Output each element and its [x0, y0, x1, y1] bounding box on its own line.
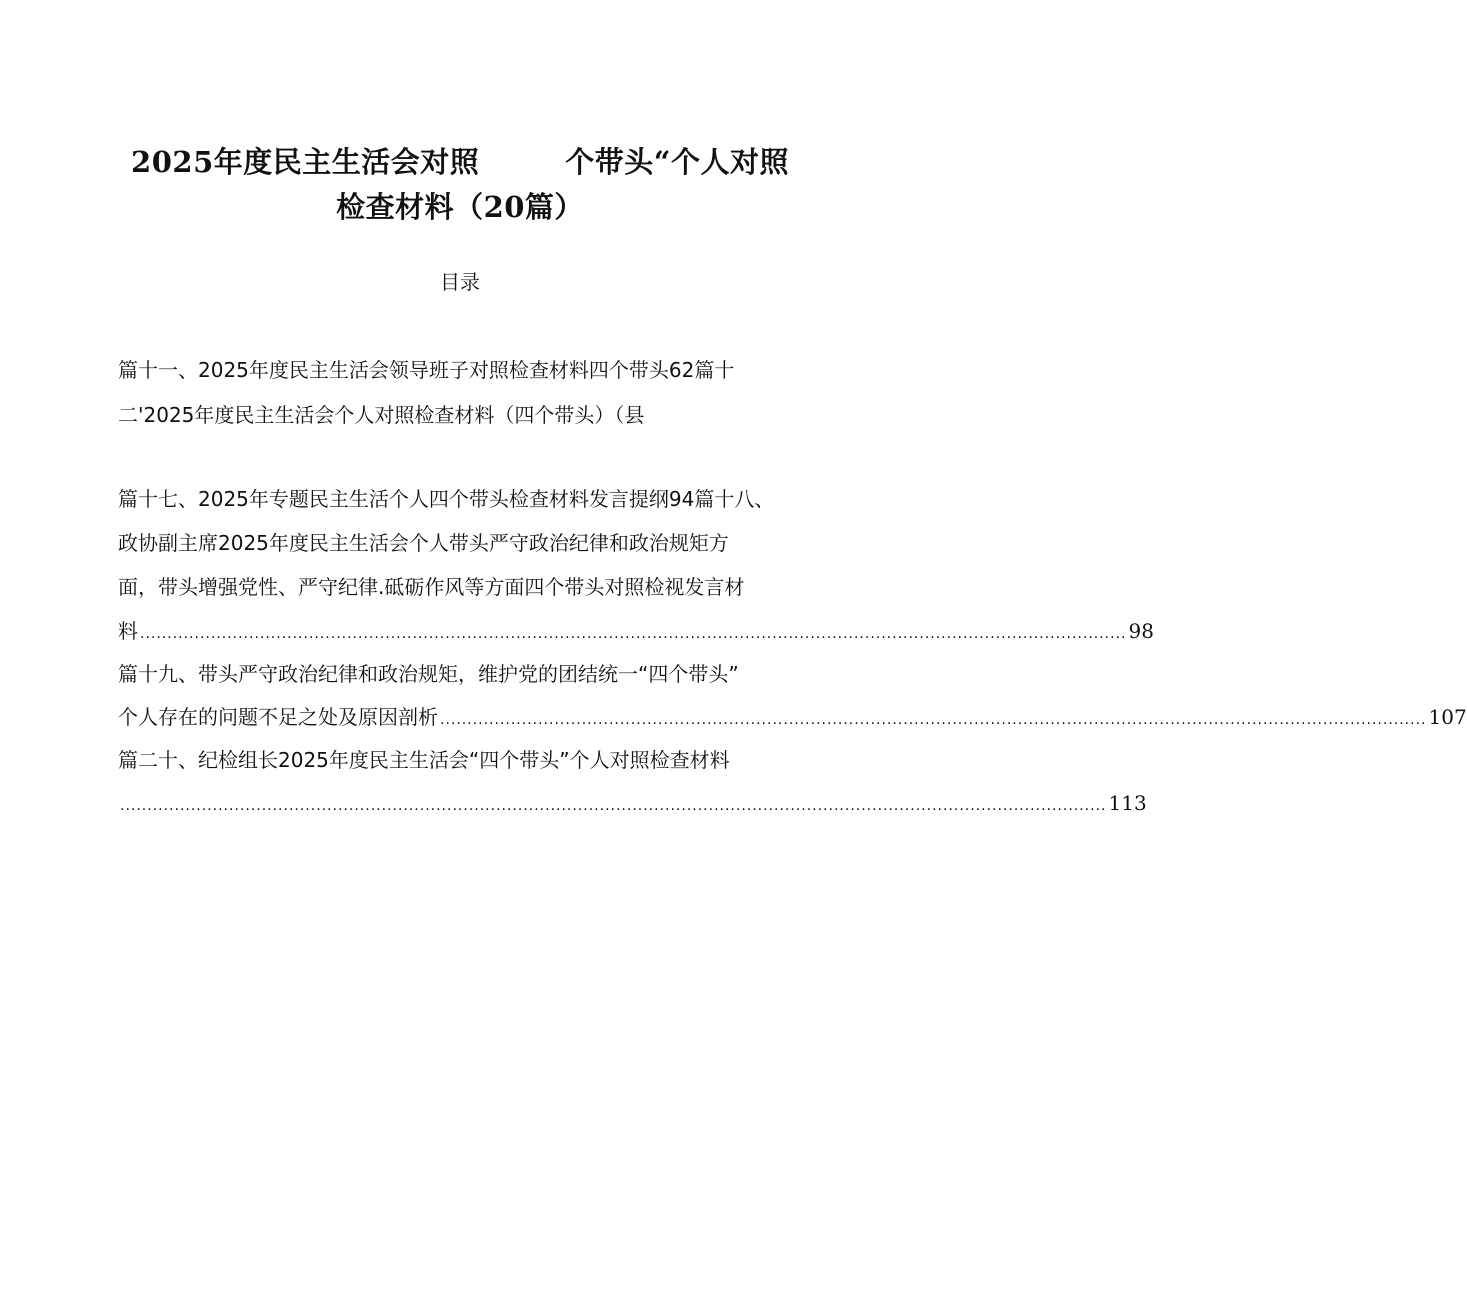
toc-entry-text: 个人存在的问题不足之处及原因剖析: [118, 705, 438, 729]
toc-entry-2-line-2[interactable]: 政协副主席2025年度民主生活会个人带头严守政治纪律和政治规矩方: [118, 531, 729, 555]
page-number: 113: [1108, 791, 1147, 815]
toc-entry-1-line-1[interactable]: 篇十一、2025年度民主生活会领导班子对照检查材料四个带头62篇十: [118, 358, 735, 382]
toc-entry-3-line-2[interactable]: [118, 703, 1467, 734]
title-part-left: 2025年度民主生活会对照: [131, 145, 480, 179]
dot-leader: .....................................................................................................................................................................................: [140, 626, 1127, 642]
toc-entry-2-line-1[interactable]: 篇十七、2025年专题民主生活个人四个带头检查材料发言提纲94篇十八、: [118, 487, 775, 511]
toc-heading: 目录: [440, 270, 480, 294]
document-title-line-2: 检查材料（20篇）: [336, 190, 584, 224]
toc-entry-text: 料: [118, 619, 138, 643]
toc-entry-1-line-2[interactable]: 二'2025年度民主生活会个人对照检查材料（四个带头）（县: [118, 403, 645, 427]
page-number: 107: [1428, 705, 1467, 729]
toc-entry-4-line-2[interactable]: [118, 789, 1147, 820]
title-part-right: 个带头“个人对照: [565, 145, 789, 179]
toc-entry-2-line-3[interactable]: 面，带头增强党性、严守纪律.砥砺作风等方面四个带头对照检视发言材: [118, 575, 745, 599]
page-number: 98: [1128, 619, 1154, 643]
toc-entry-3-line-1[interactable]: 篇十九、带头严守政治纪律和政治规矩，维护党的团结统一“四个带头”: [118, 662, 739, 686]
dot-leader: .....................................................................................................................................................................................: [440, 712, 1427, 728]
document-title-line-1: [0, 140, 920, 181]
dot-leader: .....................................................................................................................................................................................: [120, 798, 1107, 814]
toc-entry-2-line-4[interactable]: [118, 617, 1154, 648]
toc-entry-4-line-1[interactable]: 篇二十、纪检组长2025年度民主生活会“四个带头”个人对照检查材料: [118, 748, 730, 772]
